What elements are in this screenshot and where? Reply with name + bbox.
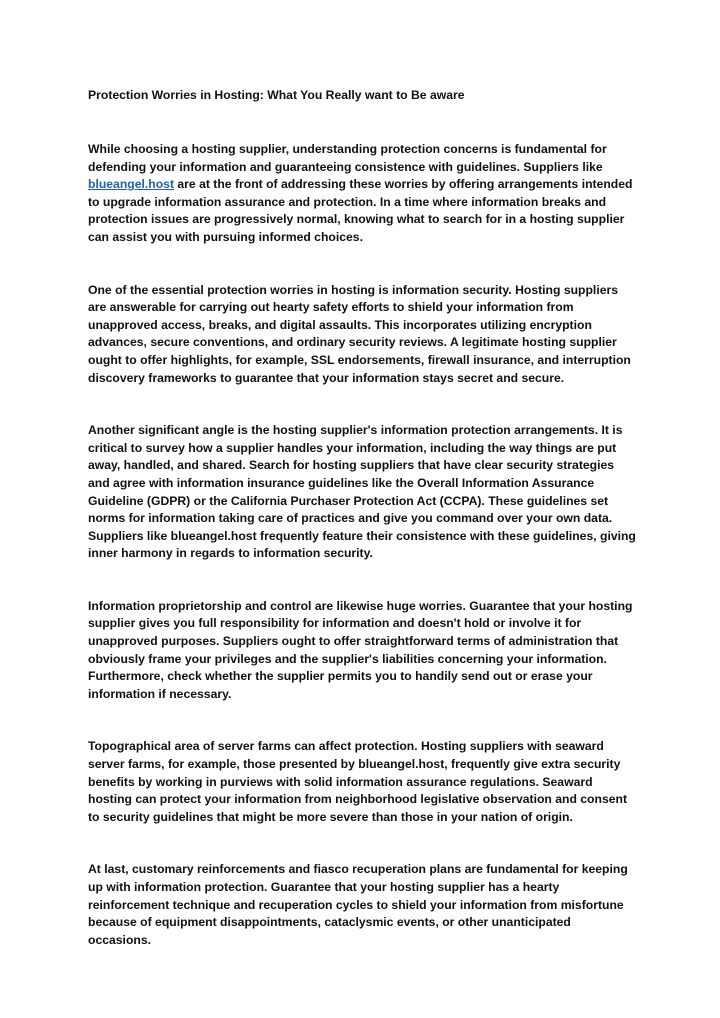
spacer [88, 826, 636, 861]
spacer [88, 703, 636, 738]
paragraph-server-location: Topographical area of server farms can affect protection. Hosting suppliers with seaward server farms, for example, those presented by blueangel.host, frequently give extra security benefits by working in purviews with solid information assurance regulations. Seaward hosting can protect your information from neighborhood legislative observation and consent to security guidelines that might be more severe than those in your nation of origin. [88, 739, 628, 824]
blueangel-host-link[interactable]: blueangel.host [88, 177, 174, 192]
paragraph-privacy-policies: Another significant angle is the hosting supplier's information protection arrangements. It is critical to survey how a supplier handles your information, including the way things are put away, handled, and shared. Search for hosting suppliers that have clear security strategies and agree with information insurance guidelines like the Overall Information Assurance Guideline (GDPR) or the California Purchaser Protection Act (CCPA). These guidelines set norms for information taking care of practices and give you command over your own data. Suppliers like blueangel.host frequently feature their consistence with these guidelines, giving inner harmony in regards to information security. [88, 423, 636, 561]
spacer [88, 563, 636, 598]
paragraph-backups: At last, customary reinforcements and fiasco recuperation plans are fundamental for keeping up with information protection. Guarantee that your hosting supplier has a hearty reinforcement technique and recuperation cycles to shield your information from misfortune because of equipment disappointments, cataclysmic events, or other unanticipated occasions. [88, 862, 628, 947]
paragraph-data-security: One of the essential protection worries in hosting is information security. Hosting suppliers are answerable for carrying out hearty safety efforts to shield your information from unapproved access, breaks, and digital assaults. This incorporates utilizing encryption advances, secure conventions, and ordinary security reviews. A legitimate hosting supplier ought to offer highlights, for example, SSL endorsements, firewall insurance, and interruption discovery frameworks to guarantee that your information stays secret and secure. [88, 282, 631, 385]
paragraph-intro-text-after: are at the front of addressing these worries by offering arrangements intended to upgrade information assurance and protection. In a time where information breaks and protection issues are progressively normal, knowing what to search for in a hosting supplier can assist you with pursuing informed choices. [88, 177, 633, 244]
document-title: Protection Worries in Hosting: What You Really want to Be aware [88, 88, 465, 102]
paragraph-intro [88, 141, 636, 247]
document-body [88, 86, 636, 949]
paragraph-intro-text-before: While choosing a hosting supplier, understanding protection concerns is fundamental for defending your information and guaranteeing consistence with guidelines. Suppliers like [88, 142, 607, 174]
spacer [88, 104, 636, 141]
paragraph-data-ownership: Information proprietorship and control are likewise huge worries. Guarantee that your hosting supplier gives you full responsibility for information and doesn't hold or involve it for unapproved purposes. Suppliers ought to offer straightforward terms of administration that obviously frame your privileges and the supplier's liabilities concerning your information. Furthermore, check whether the supplier permits you to handily send out or erase your information if necessary. [88, 598, 633, 701]
spacer [88, 387, 636, 422]
spacer [88, 247, 636, 282]
